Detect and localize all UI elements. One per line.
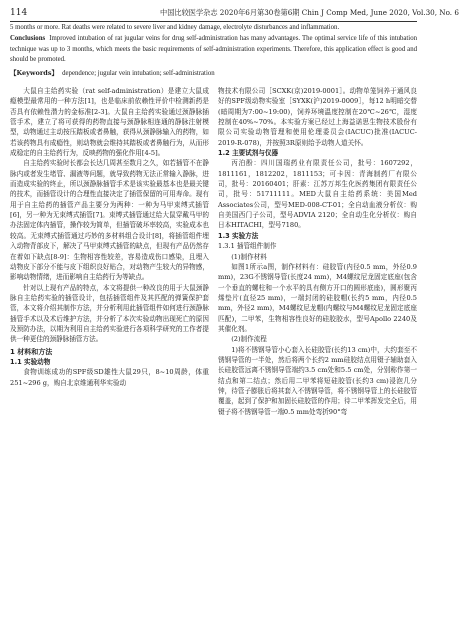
- journal-citation: 中国比较医学杂志 2020年6月第30卷第6期 Chin J Comp Med, June 2020, Vol.30, No. 6: [160, 8, 459, 17]
- subsection-heading-reagents: 1.2 主要试剂与仪器: [218, 149, 279, 158]
- materials-subheading: (1)制作材料: [231, 252, 267, 261]
- right-column: [218, 86, 417, 417]
- section-heading-materials-methods: 1 材料和方法: [10, 347, 53, 356]
- intro-paragraph-2: 自主给药实验时长都会长达几周甚至数月之久，如若插管不在静脉内或者发生堵管、漏液等问题，就导致药物无法正常输入静脉，进而造成实验的终止，所以颈静脉插管手术是该实验最基本也是最关键的技术，而插管设计的合理性直接决定了插管保留的可用寿命。现有用于自主给药的插管产品主要分为两种：一种为马甲束缚式插管[6]，另一种为无束缚式插管[7]。束缚式插管通过给大鼠穿戴马甲的办法固定体内插管，操作较为简单，但插管破坏率较高，实验成本也较高。无束缚式插管通过巧妙的多材料组合设计[8]，将插管组件埋入动物背部皮下，解决了马甲束缚式插管的缺点，但现有产品仍然存在着如下缺点[8-9]：生物相容性较差，容易造成伤口感染，且埋入动物皮下部分不能与皮下组织良好贴合，对动物产生较大的异物感，影响动物情绪，进而影响自主给药行为等缺点。: [10, 159, 209, 282]
- abstract-conclusions: [10, 34, 417, 66]
- animals-paragraph-continued: 物技术有限公司［SCXK(京)2019-0001］。动物单笼饲养于通风良好的SPF级动物实验室［SYXK(沪)2019-0009］，每12 h明暗交替(暗周期为7:00~19:00)，饲养环境温度控制在20℃~26℃，湿度控制在40%~70%。本实验方案已经过上海益诺思生物技术股份有限公司实验动物管理和使用伦理委员会(IACUC)批准(IACUC-2019-R-078)，并按照3R原则给予动物人道关怀。: [218, 87, 417, 147]
- process-paragraph: 1)将不锈钢导管小心套入长硅胶管(长约13 cm)中，大约套至不锈钢导管的一半处，然后将两个长约2 mm硅胶结点用镊子辅助套入长硅胶管远离不锈钢导管端约3.5 cm处和5.5 cm处，分别称作第一结点和第二结点；然后用二甲苯将短硅胶管(长约3 cm)浸泡几分钟，待管子膨胀后将其套入不锈钢导管，将不锈钢导管上的长硅胶管覆盖，起到了保护和加固长硅胶管的作用；待二甲苯挥发完全后，用镊子将不锈钢导管一端0.5 mm处弯折90°弯: [218, 345, 417, 416]
- process-subheading: (2)制作流程: [231, 335, 267, 344]
- abstract-results-tail: 5 months or more. Rat deaths were related to severe liver and kidney damage, electrolyte disturbances and inflammation.: [10, 24, 340, 31]
- header-rule: [10, 21, 417, 22]
- running-header: [10, 7, 459, 19]
- conclusions-text: Improved intubation of rat jugular veins for drug self-administration has many advantages. The optimal service life of this intubation technique was up to 3 months, which meets the basic requirements of self-administration experiments. Therefore, this application effect is good and should be promoted.: [10, 35, 417, 64]
- page-number: 114: [10, 8, 28, 18]
- subsection-heading-animals: 1.1 实验动物: [10, 357, 51, 366]
- subsection-heading-methods: 1.3 实验方法: [218, 231, 259, 240]
- abstract-keywords: [10, 68, 417, 80]
- conclusions-label: Conclusions: [10, 35, 46, 42]
- subsubsection-heading-cannula-assembly: 1.3.1 插管组件制作: [218, 242, 277, 251]
- keywords-text: dependence; jugular vein intubation; self-administration: [62, 70, 215, 77]
- animals-paragraph: 食物训练成功的SPF级SD雄性大鼠29只，8~10周龄，体重251~296 g，购自北京维通利华实验动: [10, 368, 209, 387]
- reagents-paragraph: 丙泊酚：四川国瑞药业有限责任公司，批号：1607292，1811161，1812202，1811153；可卡因：青海制药厂有限公司，批号：20160401；肝素：江苏万邦生化医药集团有限责任公司，批号：51711111。MED大鼠自主给药系统：美国Med Associates公司，型号MED-008-CT-01；全自动血液分析仪：购自美国西门子公司，型号ADVIA 2120；全自动生化分析仪：购自日本HITACHI，型号7180。: [218, 159, 417, 230]
- intro-paragraph-1: 大鼠自主给药实验（rat self-administration）是建立大鼠成瘾模型最常用的一种方法[1]，也是临床前依赖性评价中检测新药是否具有依赖性潜力的金标准[2-3]。大鼠自主给药实验通过颈静脉插管手术，建立了将可获得的药物直接与颈静脉相连通的静脉注射模型，动物通过主动按压踏板或者鼻触，获得从颈静脉输入的药物，如若该药物具有成瘾性，则动物就会维持其踏板或者鼻触行为，从而形成稳定的自主给药行为，反映药物的强化作用[4-5]。: [10, 87, 209, 158]
- keywords-label: 【Keywords】: [10, 69, 58, 77]
- materials-paragraph: 如图1所示a图，制作材料有：硅胶管(内径0.5 mm，外径0.9 mm)，23G不锈钢导管(长度24 mm)，M4螺纹尼龙固定底座(包含一个垂直的螺柱和一个水平的具有侧方开口的圆形底座)，圆形聚丙烯垫片(直径25 mm)，一端封闭的硅胶帽(长约5 mm，内径0.5 mm，外径2 mm)，M4螺纹尼龙帽(内螺纹与M4螺纹尼龙固定底座匹配)，二甲苯，生物相容性良好的硅胶胶水，型号Apollo 2240及其催化剂。: [218, 262, 417, 333]
- intro-paragraph-3: 针对以上现有产品的特点，本文将提供一种改良的用于大鼠颈静脉自主给药实验的插管设计，包括插管组件及其匹配的弹簧保护套管，本文将介绍其制作方法，并分析利用此插管组件如何进行颈静脉插管手术以及术后维护方法，并分析了本次实验动物出现死亡的原因及预防办法，以期为利用自主给药实验进行各项科学研究的工作者提供一种更佳的颈静脉插管方法。: [10, 283, 209, 344]
- left-column: [10, 86, 209, 388]
